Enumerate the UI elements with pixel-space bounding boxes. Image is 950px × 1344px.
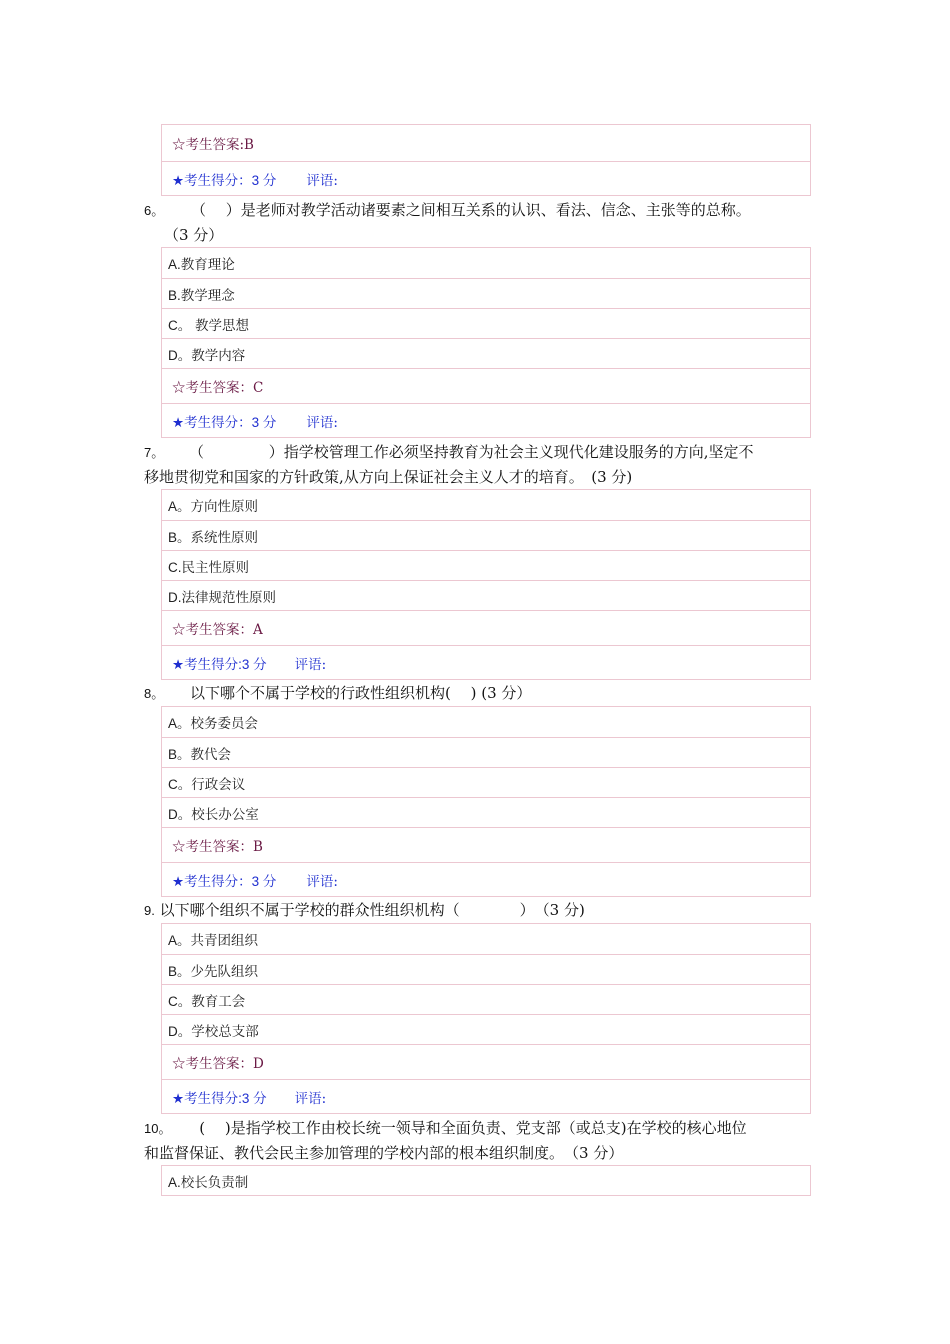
q8-option-b[interactable] bbox=[162, 737, 810, 767]
question-9 bbox=[144, 898, 804, 923]
q5-score-text: ★考生得分：3 分 bbox=[172, 173, 277, 188]
question-8 bbox=[144, 681, 804, 706]
q7-option-d[interactable] bbox=[162, 580, 810, 610]
q6-option-a-label: A.教育理论 bbox=[168, 257, 235, 272]
q7-answer bbox=[162, 610, 810, 645]
q8-text-line1: 以下哪个不属于学校的行政性组织机构( ) (3 分） bbox=[175, 684, 532, 702]
q10-text-line2: 和监督保证、教代会民主参加管理的学校内部的根本组织制度。 （3 分） bbox=[144, 1144, 624, 1162]
q6-score bbox=[162, 403, 810, 438]
q8-answer bbox=[162, 827, 810, 862]
q9-text-line1: 以下哪个组织不属于学校的群众性组织机构（ ） （3 分) bbox=[159, 901, 585, 919]
q6-comment: 评语: bbox=[306, 415, 338, 431]
q10-option-a[interactable] bbox=[162, 1166, 810, 1196]
q6-text-line1: （ ）是老师对教学活动诸要素之间相互关系的认识、看法、信念、主张等的总称。 bbox=[191, 201, 751, 219]
q9-score bbox=[162, 1079, 810, 1114]
q5-answer bbox=[162, 125, 810, 161]
q5-answer-text: ☆考生答案:B bbox=[172, 137, 254, 153]
q7-option-a[interactable] bbox=[162, 490, 810, 520]
q7-option-c[interactable] bbox=[162, 550, 810, 580]
q9-option-a-label: A。共青团组织 bbox=[168, 933, 259, 948]
q8-option-d[interactable] bbox=[162, 797, 810, 827]
q5-score bbox=[162, 161, 810, 196]
q5-result-box bbox=[161, 124, 811, 196]
q9-options-box bbox=[161, 923, 811, 1114]
question-7 bbox=[144, 440, 804, 489]
q6-option-a[interactable] bbox=[162, 248, 810, 278]
q7-option-c-label: C.民主性原则 bbox=[168, 559, 249, 575]
q6-option-d[interactable] bbox=[162, 338, 810, 368]
q6-option-c-label: C。 教学思想 bbox=[168, 317, 249, 333]
q7-options-box bbox=[161, 489, 811, 680]
q6-option-b[interactable] bbox=[162, 278, 810, 308]
question-6 bbox=[144, 198, 804, 247]
q8-options-box bbox=[161, 706, 811, 897]
q9-option-b-label: B。少先队组织 bbox=[168, 963, 259, 979]
q9-option-b[interactable] bbox=[162, 954, 810, 984]
q6-text-line2: （3 分） bbox=[164, 226, 224, 244]
q7-number: 7。 bbox=[144, 445, 165, 460]
q7-answer-text: ☆考生答案：A bbox=[172, 622, 263, 638]
q8-option-a[interactable] bbox=[162, 707, 810, 737]
q7-comment: 评语: bbox=[294, 657, 327, 673]
question-10 bbox=[144, 1116, 804, 1165]
q10-text-line1: ( )是指学校工作由校长统一领导和全面负责、党支部（或总支)在学校的核心地位 bbox=[184, 1119, 747, 1137]
q10-options-box bbox=[161, 1165, 811, 1196]
q8-option-c-label: C。行政会议 bbox=[168, 776, 246, 792]
q7-text-line2: 移地贯彻党和国家的方针政策,从方向上保证社会主义人才的培育。 (3 分) bbox=[144, 468, 633, 486]
q9-option-d-label: D。学校总支部 bbox=[168, 1023, 259, 1039]
q8-comment: 评语: bbox=[306, 874, 338, 890]
q7-score-text: ★考生得分:3 分 bbox=[172, 657, 267, 672]
q9-option-c[interactable] bbox=[162, 984, 810, 1014]
q8-option-d-label: D。校长办公室 bbox=[168, 806, 259, 822]
q7-option-b-label: B。系统性原则 bbox=[168, 529, 259, 545]
q9-score-text: ★考生得分:3 分 bbox=[172, 1091, 267, 1106]
q6-score-text: ★考生得分：3 分 bbox=[172, 415, 277, 430]
q6-answer-text: ☆考生答案：C bbox=[172, 380, 264, 396]
q9-option-d[interactable] bbox=[162, 1014, 810, 1044]
q8-number: 8。 bbox=[144, 686, 165, 701]
q8-option-a-label: A。校务委员会 bbox=[168, 716, 259, 731]
q6-option-d-label: D。教学内容 bbox=[168, 347, 246, 363]
q10-number: 10。 bbox=[144, 1121, 172, 1136]
q5-comment: 评语: bbox=[306, 173, 338, 189]
q6-number: 6。 bbox=[144, 203, 165, 218]
q8-score bbox=[162, 862, 810, 897]
q8-answer-text: ☆考生答案：B bbox=[172, 839, 263, 855]
q7-option-a-label: A。方向性原则 bbox=[168, 499, 259, 514]
q9-comment: 评语: bbox=[294, 1091, 327, 1107]
q9-option-a[interactable] bbox=[162, 924, 810, 954]
q8-option-c[interactable] bbox=[162, 767, 810, 797]
q10-option-a-label: A.校长负责制 bbox=[168, 1175, 249, 1190]
q6-answer bbox=[162, 368, 810, 403]
q7-score bbox=[162, 645, 810, 680]
q8-score-text: ★考生得分：3 分 bbox=[172, 874, 277, 889]
q7-text-line1: （ ）指学校管理工作必须坚持教育为社会主义现代化建设服务的方向,坚定不 bbox=[189, 443, 754, 461]
q7-option-b[interactable] bbox=[162, 520, 810, 550]
q9-number: 9. bbox=[144, 903, 155, 918]
q6-options-box bbox=[161, 247, 811, 438]
q7-option-d-label: D.法律规范性原则 bbox=[168, 589, 276, 605]
q8-option-b-label: B。教代会 bbox=[168, 746, 232, 762]
q6-option-c[interactable] bbox=[162, 308, 810, 338]
q9-option-c-label: C。教育工会 bbox=[168, 993, 246, 1009]
q9-answer bbox=[162, 1044, 810, 1079]
q6-option-b-label: B.教学理念 bbox=[168, 287, 235, 303]
q9-answer-text: ☆考生答案：D bbox=[172, 1056, 264, 1072]
